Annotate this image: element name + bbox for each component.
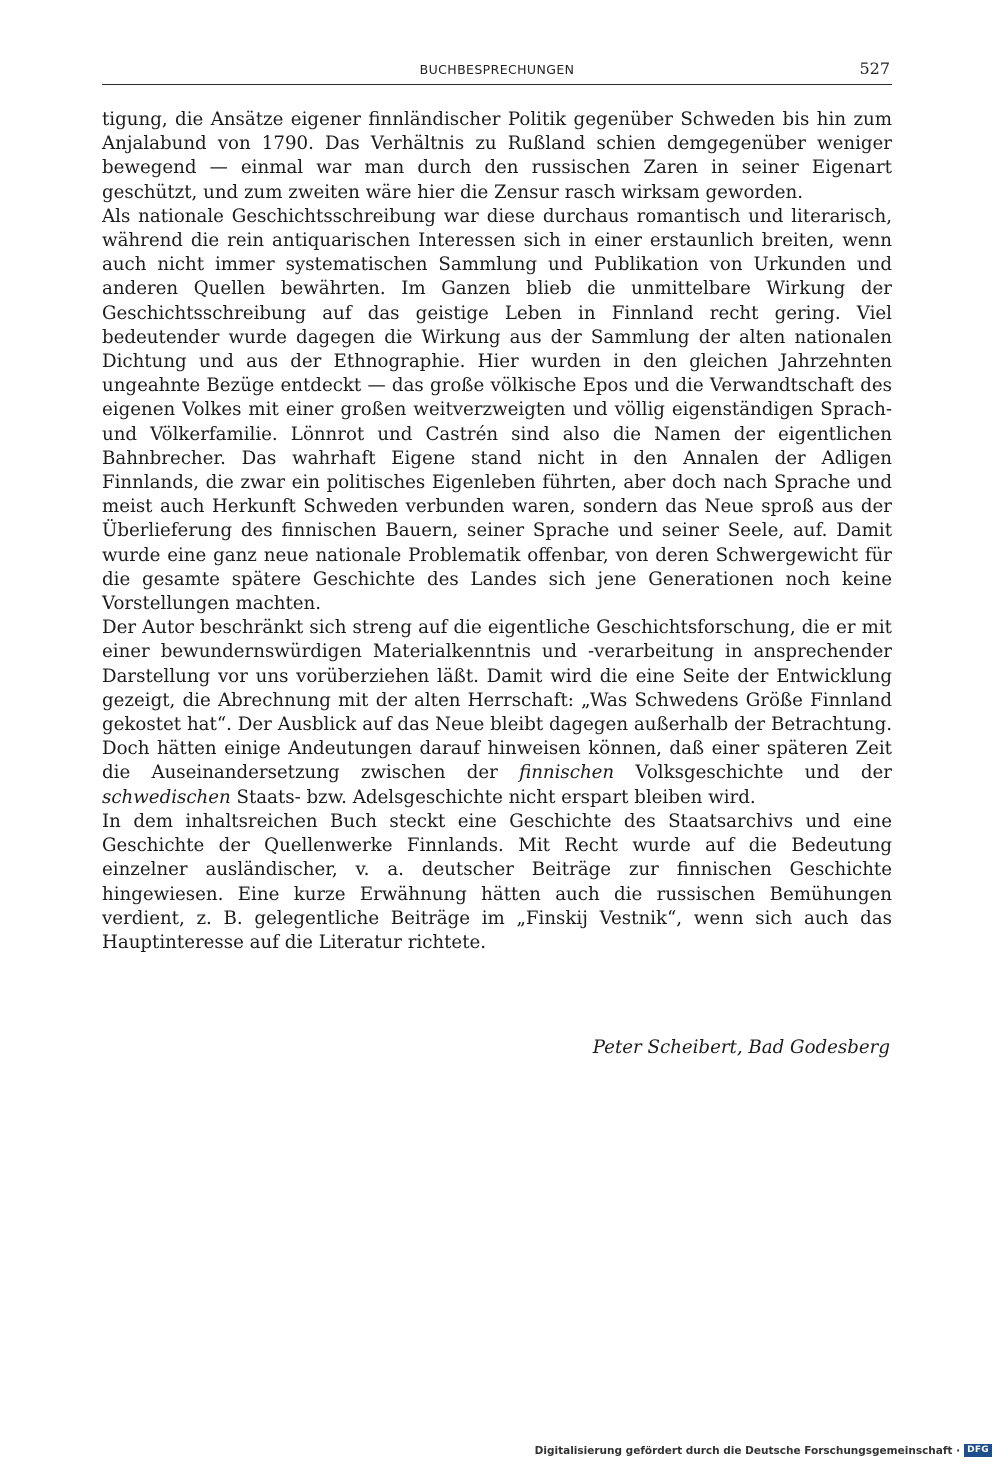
running-head — [102, 60, 892, 85]
emphasis-finnischen: finnischen — [519, 762, 615, 784]
article-body — [102, 108, 892, 955]
emphasis-schwedischen: schwedischen — [102, 786, 231, 808]
paragraph-3-text-middle: Volksgeschichte und der — [614, 762, 892, 784]
paragraph-4: In dem inhaltsreichen Buch steckt eine Geschichte des Staatsarchivs und eine Geschichte der Quellenwerke Finnlands. Mit Recht wurde auf die Bedeutung einzelner ausländischer, v. a. deutscher Beiträge zur finnischen Geschichte hingewiesen. Eine kurze Erwähnung hätten auch die russischen Bemühungen verdient, z. B. gelegentliche Beiträge im „Finskij Vestnik“, wenn sich auch das Hauptinteresse auf die Literatur richtete. — [102, 810, 892, 953]
paragraph-3 — [102, 616, 892, 810]
dfg-logo-icon: DFG — [964, 1444, 992, 1457]
page-number: 527 — [859, 59, 890, 78]
paragraph-2: Als nationale Geschichtsschreibung war diese durchaus romantisch und literarisch, während die rein antiquarischen Interessen sich in einer erstaunlich breiten, wenn auch nicht immer systematischen Sammlung und Publikation von Urkunden und anderen Quellen bewährten. Im Ganzen blieb die unmittelbare Wirkung der Geschichtsschreibung auf das geistige Leben in Finnland recht gering. Viel bedeutender wurde dagegen die Wirkung aus der Sammlung der alten nationalen Dichtung und aus der Ethnographie. Hier wurden in den gleichen Jahrzehnten ungeahnte Bezüge entdeckt — das große völkische Epos und die Verwandtschaft des eigenen Volkes mit einer großen weitverzweigten und völlig eigenständigen Sprach- und Völkerfamilie. Lönnrot und Castrén sind also die Namen der eigentlichen Bahnbrecher. Das wahrhaft Eigene stand nicht in den Annalen der Adligen Finnlands, die zwar ein politisches Eigenleben führten, aber doch nach Sprache und meist auch Herkunft Schweden verbunden waren, sondern das Neue sproß aus der Überlieferung des finnischen Bauern, seiner Sprache und seiner Seele, auf. Damit wurde eine ganz neue nationale Problematik offenbar, von deren Schwergewicht für die gesamte spätere Geschichte des Landes sich jene Generationen noch keine Vorstellungen machten. — [102, 205, 892, 615]
digitization-credit — [535, 1444, 992, 1457]
reviewer-signature: Peter Scheibert, Bad Godesberg — [592, 1037, 890, 1058]
paragraph-1: tigung, die Ansätze eigener finnländischer Politik gegenüber Schweden bis hin zum Anjalabund von 1790. Das Verhältnis zu Rußland schien demgegenüber weniger bewegend — einmal war man durch den russischen Zaren in seiner Eigenart geschützt, und zum zweiten wäre hier die Zensur rasch wirksam geworden. — [102, 109, 892, 203]
paragraph-3-text-before: Der Autor beschränkt sich streng auf die eigentliche Geschichtsforschung, die er mit einer bewundernswürdigen Materialkenntnis und -verarbeitung in ansprechender Darstellung vor uns vorüberziehen läßt. Damit wird die eine Seite der Entwicklung gezeigt, die Abrechnung mit der alten Herrschaft: „Was Schwedens Größe Finnland gekostet hat“. Der Ausblick auf das Neue bleibt dagegen außerhalb der Betrachtung. Doch hätten einige Andeutungen darauf hinweisen können, daß einer späteren Zeit die Auseinandersetzung zwischen der — [102, 617, 892, 784]
running-head-title: BUCHBESPRECHUNGEN — [419, 62, 575, 77]
credit-text: Digitalisierung gefördert durch die Deutsche Forschungsgemeinschaft · — [534, 1444, 961, 1457]
paragraph-3-text-after: Staats- bzw. Adelsgeschichte nicht erspart bleiben wird. — [230, 786, 756, 808]
